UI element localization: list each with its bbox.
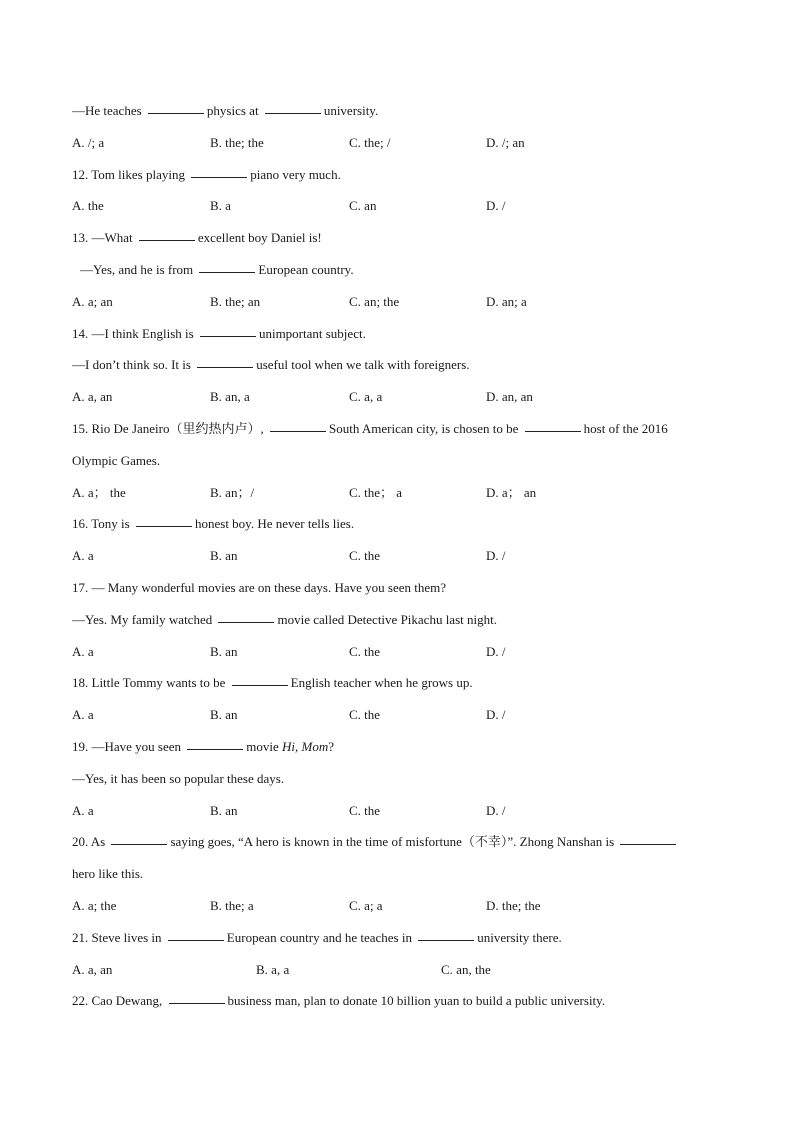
- option-d: D. a； an: [486, 485, 537, 500]
- question-line: [72, 834, 734, 850]
- question-line: [72, 453, 734, 469]
- question-text: 14. —I think English is: [72, 326, 197, 341]
- option-c: C. an: [349, 198, 377, 213]
- option-c: C. the: [349, 803, 381, 818]
- question-line: [72, 326, 734, 342]
- question-line: [72, 357, 734, 373]
- option-d: D. /: [486, 707, 506, 722]
- question-line: [72, 580, 734, 596]
- question-text: Hi, Mom: [282, 739, 329, 754]
- option-b: B. an, a: [210, 389, 250, 404]
- answer-blank: [199, 271, 255, 273]
- option-b: B. the; a: [210, 898, 254, 913]
- question-text: 12. Tom likes playing: [72, 167, 189, 182]
- question-text: piano very much.: [250, 167, 341, 182]
- question-text: host of the 2016: [583, 421, 668, 436]
- option-c: C. the； a: [349, 485, 403, 500]
- question-text: honest boy. He never tells lies.: [194, 516, 355, 531]
- answer-blank: [139, 239, 195, 241]
- question-line: [72, 866, 734, 882]
- answer-blank: [169, 1002, 225, 1004]
- question-line: [72, 612, 734, 628]
- option-a: A. a, an: [72, 389, 113, 404]
- option-d: D. an; a: [486, 294, 527, 309]
- option-d: D. /: [486, 803, 506, 818]
- answer-blank: [197, 366, 253, 368]
- question-text: 17. — Many wonderful movies are on these days. Have you seen them?: [72, 580, 447, 595]
- question-text: 22. Cao Dewang,: [72, 993, 166, 1008]
- question-text: European country.: [258, 262, 354, 277]
- question-line: [72, 771, 734, 787]
- answer-blank: [187, 748, 243, 750]
- question-text: saying goes, “A hero is known in the time of misfortune（不幸）”. Zhong Nanshan is: [170, 834, 618, 849]
- question-line: [72, 103, 734, 119]
- question-text: Olympic Games.: [72, 453, 161, 468]
- answer-blank: [418, 939, 474, 941]
- option-d: D. /; an: [486, 135, 525, 150]
- option-c: C. the; /: [349, 135, 391, 150]
- option-b: B. an: [210, 548, 238, 563]
- option-b: B. a: [210, 198, 231, 213]
- question-text: 20. As: [72, 834, 109, 849]
- answer-blank: [232, 684, 288, 686]
- question-text: —I don’t think so. It is: [72, 357, 195, 372]
- question-line: [80, 262, 734, 278]
- option-d: D. /: [486, 548, 506, 563]
- question-text: ?: [328, 739, 335, 754]
- question-line: [72, 675, 734, 691]
- question-line: [72, 930, 734, 946]
- option-d: D. /: [486, 644, 506, 659]
- question-text: —Yes, it has been so popular these days.: [72, 771, 285, 786]
- question-line: [72, 230, 734, 246]
- question-text: movie: [246, 739, 283, 754]
- option-d: D. an, an: [486, 389, 533, 404]
- option-a: A. a: [72, 707, 94, 722]
- answer-blank: [136, 525, 192, 527]
- option-a: A. a: [72, 803, 94, 818]
- option-a: A. a: [72, 644, 94, 659]
- question-text: —Yes, and he is from: [80, 262, 197, 277]
- option-d: D. /: [486, 198, 506, 213]
- question-text: —He teaches: [72, 103, 145, 118]
- answer-blank: [191, 176, 247, 178]
- question-text: 16. Tony is: [72, 516, 133, 531]
- option-c: C. a; a: [349, 898, 383, 913]
- question-text: university.: [323, 103, 379, 118]
- question-line: [72, 993, 734, 1009]
- question-line: [72, 516, 734, 532]
- answer-blank: [148, 112, 204, 114]
- question-text: European country and he teaches in: [226, 930, 416, 945]
- option-a: A. the: [72, 198, 104, 213]
- question-text: business man, plan to donate 10 billion yuan to build a public university.: [227, 993, 606, 1008]
- option-b: B. a, a: [256, 962, 290, 977]
- question-text: hero like this.: [72, 866, 144, 881]
- answer-blank: [111, 843, 167, 845]
- question-line: [72, 167, 734, 183]
- question-text: 15. Rio De Janeiro（里约热内卢）,: [72, 421, 267, 436]
- question-text: 19. —Have you seen: [72, 739, 185, 754]
- option-a: A. a: [72, 548, 94, 563]
- option-a: A. /; a: [72, 135, 105, 150]
- question-text: excellent boy Daniel is!: [197, 230, 322, 245]
- question-text: English teacher when he grows up.: [290, 675, 473, 690]
- option-b: B. an: [210, 644, 238, 659]
- question-text: 13. —What: [72, 230, 136, 245]
- answer-blank: [218, 621, 274, 623]
- option-c: C. the: [349, 644, 381, 659]
- answer-blank: [620, 843, 676, 845]
- answer-blank: [265, 112, 321, 114]
- question-line: [72, 739, 734, 755]
- option-d: D. the; the: [486, 898, 541, 913]
- question-text: South American city, is chosen to be: [328, 421, 522, 436]
- question-text: useful tool when we talk with foreigners.: [256, 357, 470, 372]
- answer-blank: [168, 939, 224, 941]
- question-text: 21. Steve lives in: [72, 930, 165, 945]
- question-text: —Yes. My family watched: [72, 612, 216, 627]
- option-c: C. a, a: [349, 389, 383, 404]
- option-b: B. the; the: [210, 135, 264, 150]
- question-text: university there.: [477, 930, 562, 945]
- option-a: A. a； the: [72, 485, 126, 500]
- option-c: C. an, the: [441, 962, 491, 977]
- answer-blank: [270, 430, 326, 432]
- option-b: B. the; an: [210, 294, 261, 309]
- option-a: A. a; an: [72, 294, 113, 309]
- answer-blank: [200, 335, 256, 337]
- question-text: 18. Little Tommy wants to be: [72, 675, 229, 690]
- option-c: C. an; the: [349, 294, 400, 309]
- question-line: [72, 421, 734, 437]
- answer-blank: [525, 430, 581, 432]
- question-text: physics at: [206, 103, 262, 118]
- option-c: C. the: [349, 548, 381, 563]
- question-text: unimportant subject.: [258, 326, 366, 341]
- option-b: B. an: [210, 803, 238, 818]
- option-a: A. a; the: [72, 898, 117, 913]
- option-c: C. the: [349, 707, 381, 722]
- question-text: movie called Detective Pikachu last night.: [277, 612, 497, 627]
- option-a: A. a, an: [72, 962, 113, 977]
- option-b: B. an；/: [210, 485, 255, 500]
- option-b: B. an: [210, 707, 238, 722]
